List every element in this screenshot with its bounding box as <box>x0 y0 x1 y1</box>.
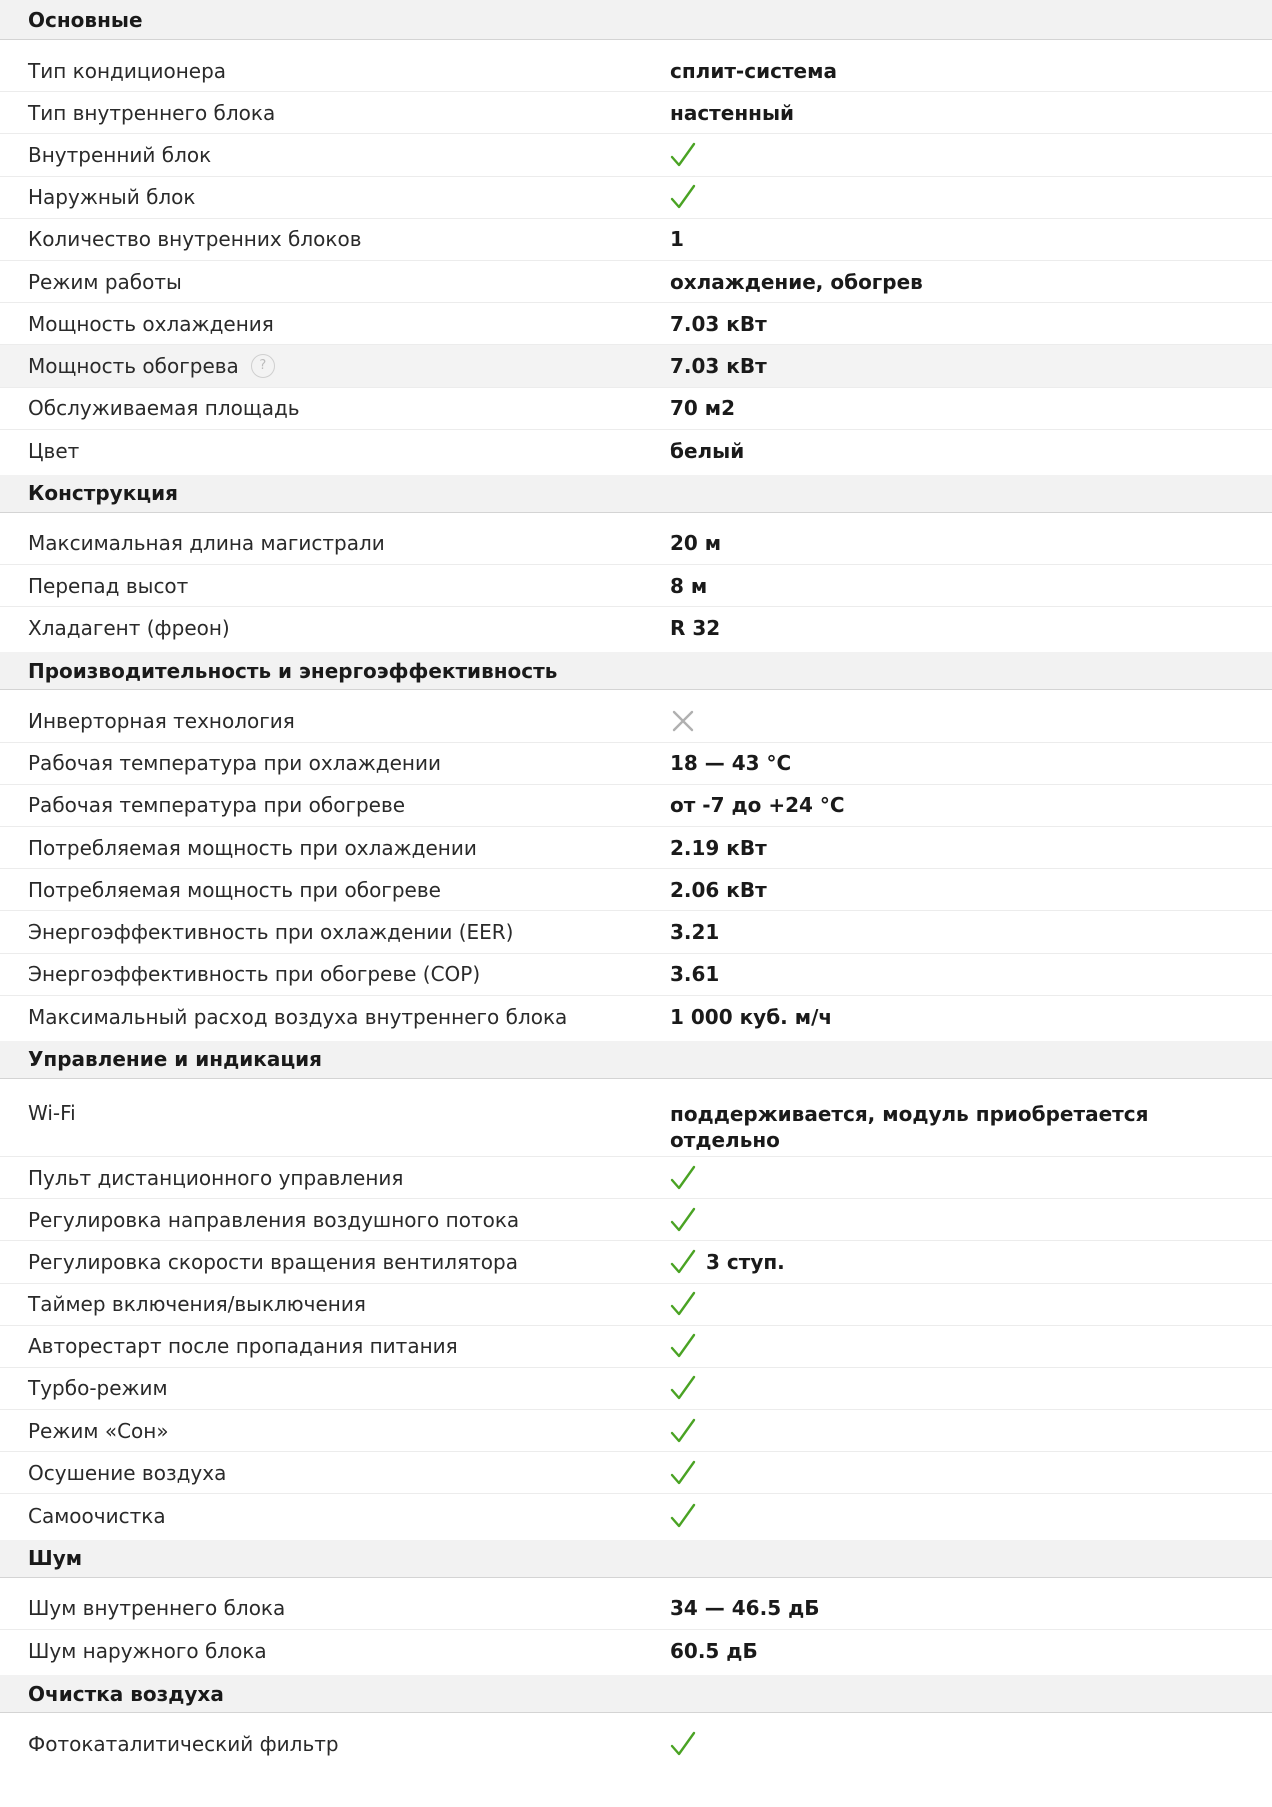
spec-value-cell <box>670 395 1272 421</box>
spec-label-cell <box>0 1334 670 1358</box>
spec-value-cell <box>670 100 1272 126</box>
spec-label-cell <box>0 1101 670 1125</box>
spec-label: Пульт дистанционного управления <box>28 1165 404 1190</box>
spec-label: Обслуживаемая площадь <box>28 396 300 421</box>
spec-value: сплит-система <box>670 58 837 83</box>
spec-label-cell <box>0 574 670 598</box>
spec-rows <box>0 1713 1272 1768</box>
spec-label: Энергоэффективность при обогреве (COP) <box>28 962 481 987</box>
spec-value-cell <box>670 353 1272 379</box>
spec-value-cell <box>670 573 1272 599</box>
spec-label-cell <box>0 1732 670 1756</box>
spec-value: 3.21 <box>670 919 720 944</box>
spec-label-cell <box>0 836 670 860</box>
spec-value: 7.03 кВт <box>670 353 767 378</box>
spec-label-cell <box>0 227 670 251</box>
check-icon <box>670 1332 696 1360</box>
spec-row <box>0 219 1272 261</box>
section-title: Очистка воздуха <box>0 1675 1272 1713</box>
spec-label: Максимальная длина магистрали <box>28 531 385 556</box>
spec-label-cell <box>0 59 670 83</box>
spec-value-cell <box>670 183 1272 211</box>
spec-row <box>0 1630 1272 1672</box>
spec-row <box>0 1326 1272 1368</box>
spec-label-cell <box>0 616 670 640</box>
spec-label-cell <box>0 878 670 902</box>
spec-value-cell <box>670 1417 1272 1445</box>
spec-label: Рабочая температура при охлаждении <box>28 751 441 776</box>
spec-label: Энергоэффективность при охлаждении (EER) <box>28 919 514 944</box>
spec-row <box>0 1494 1272 1536</box>
spec-label-cell <box>0 101 670 125</box>
spec-label-cell <box>0 1596 670 1620</box>
check-icon <box>670 141 696 169</box>
spec-value-cell <box>670 750 1272 776</box>
spec-value: 18 — 43 °C <box>670 751 792 776</box>
spec-label: Регулировка скорости вращения вентилятора <box>28 1249 518 1274</box>
check-icon <box>670 1730 696 1758</box>
spec-value-cell <box>670 1164 1272 1192</box>
spec-label-cell <box>0 1005 670 1029</box>
spec-row <box>0 177 1272 219</box>
spec-row <box>0 1241 1272 1283</box>
spec-value: 7.03 кВт <box>670 311 767 336</box>
spec-row <box>0 261 1272 303</box>
check-icon <box>670 1417 696 1445</box>
spec-value: 2.06 кВт <box>670 877 767 902</box>
spec-label-cell <box>0 1292 670 1316</box>
spec-label: Авторестарт после пропадания питания <box>28 1334 458 1359</box>
spec-value: от -7 до +24 °C <box>670 793 845 818</box>
cross-icon <box>670 707 696 735</box>
spec-label: Шум внутреннего блока <box>28 1596 286 1621</box>
spec-label: Турбо-режим <box>28 1376 168 1401</box>
spec-value: 3.61 <box>670 962 720 987</box>
spec-row <box>0 911 1272 953</box>
spec-row <box>0 1723 1272 1765</box>
spec-label: Wi-Fi <box>28 1100 76 1125</box>
spec-label: Перепад высот <box>28 573 189 598</box>
spec-row <box>0 134 1272 176</box>
spec-label: Режим работы <box>28 269 182 294</box>
spec-value: 1 <box>670 227 684 252</box>
spec-label-cell <box>0 1639 670 1663</box>
spec-row <box>0 430 1272 472</box>
spec-value: охлаждение, обогрев <box>670 269 923 294</box>
spec-label-cell <box>0 1504 670 1528</box>
spec-label: Тип внутреннего блока <box>28 100 276 125</box>
spec-label-cell <box>0 312 670 336</box>
spec-value: 8 м <box>670 573 708 598</box>
spec-value-cell <box>670 1332 1272 1360</box>
spec-value-cell <box>670 1004 1272 1030</box>
spec-label: Мощность обогрева <box>28 353 239 378</box>
spec-row <box>0 1452 1272 1494</box>
spec-label: Фотокаталитический фильтр <box>28 1732 339 1757</box>
spec-value: 1 000 куб. м/ч <box>670 1004 833 1029</box>
spec-value-cell <box>670 1502 1272 1530</box>
spec-rows <box>0 690 1272 1041</box>
spec-row <box>0 1284 1272 1326</box>
spec-value-cell <box>670 1730 1272 1758</box>
spec-row <box>0 1089 1272 1157</box>
spec-row <box>0 1588 1272 1630</box>
section-title: Шум <box>0 1540 1272 1578</box>
check-icon <box>670 183 696 211</box>
spec-label-cell <box>0 396 670 420</box>
section-title: Производительность и энергоэффективность <box>0 652 1272 690</box>
spec-value-cell <box>670 835 1272 861</box>
spec-label: Осушение воздуха <box>28 1460 227 1485</box>
spec-label: Максимальный расход воздуха внутреннего блока <box>28 1004 568 1029</box>
spec-value-cell <box>670 530 1272 556</box>
spec-label: Внутренний блок <box>28 142 212 167</box>
spec-value: 20 м <box>670 531 722 556</box>
spec-label-cell <box>0 1250 670 1274</box>
section-title: Конструкция <box>0 475 1272 513</box>
spec-section <box>0 652 1272 1041</box>
spec-value: настенный <box>670 100 795 125</box>
spec-row <box>0 743 1272 785</box>
check-icon <box>670 1206 696 1234</box>
spec-value-cell <box>670 1638 1272 1664</box>
spec-row <box>0 1410 1272 1452</box>
section-title: Основные <box>0 0 1272 40</box>
spec-value-cell <box>670 961 1272 987</box>
spec-row <box>0 523 1272 565</box>
spec-value-cell <box>670 1206 1272 1234</box>
spec-row <box>0 869 1272 911</box>
spec-value-cell <box>670 1459 1272 1487</box>
spec-row <box>0 345 1272 387</box>
spec-value: 34 — 46.5 дБ <box>670 1596 820 1621</box>
check-icon <box>670 1164 696 1192</box>
spec-label-cell <box>0 1376 670 1400</box>
spec-section <box>0 0 1272 475</box>
spec-row <box>0 996 1272 1038</box>
spec-rows <box>0 1079 1272 1540</box>
spec-label: Потребляемая мощность при охлаждении <box>28 835 477 860</box>
spec-label: Самоочистка <box>28 1503 166 1528</box>
spec-row <box>0 388 1272 430</box>
spec-value-cell <box>670 877 1272 903</box>
spec-row <box>0 1368 1272 1410</box>
spec-label: Инверторная технология <box>28 709 295 734</box>
spec-label-cell <box>0 1166 670 1190</box>
spec-row <box>0 1157 1272 1199</box>
spec-label: Режим «Сон» <box>28 1418 169 1443</box>
spec-section <box>0 475 1272 653</box>
spec-value: 2.19 кВт <box>670 835 767 860</box>
spec-value-cell <box>670 1101 1272 1153</box>
spec-label: Тип кондиционера <box>28 58 227 83</box>
spec-label: Наружный блок <box>28 185 196 210</box>
spec-label-cell <box>0 793 670 817</box>
section-title: Управление и индикация <box>0 1041 1272 1079</box>
spec-label-cell <box>0 531 670 555</box>
spec-label: Регулировка направления воздушного потока <box>28 1207 520 1232</box>
spec-label: Цвет <box>28 438 80 463</box>
spec-label: Таймер включения/выключения <box>28 1292 366 1317</box>
spec-label-cell <box>0 143 670 167</box>
spec-label: Рабочая температура при обогреве <box>28 793 406 818</box>
spec-value-cell <box>670 226 1272 252</box>
spec-label: Хладагент (фреон) <box>28 616 230 641</box>
spec-label-cell <box>0 354 670 378</box>
spec-section <box>0 1540 1272 1675</box>
spec-label-cell <box>0 1419 670 1443</box>
spec-rows <box>0 513 1272 653</box>
spec-rows <box>0 40 1272 475</box>
spec-value-cell <box>670 58 1272 84</box>
check-icon <box>670 1290 696 1318</box>
spec-section <box>0 1675 1272 1768</box>
spec-value: R 32 <box>670 616 721 641</box>
spec-label-cell <box>0 270 670 294</box>
spec-row <box>0 785 1272 827</box>
spec-section <box>0 1041 1272 1540</box>
spec-value-cell <box>670 1248 1272 1276</box>
spec-row <box>0 1199 1272 1241</box>
spec-row <box>0 565 1272 607</box>
spec-row <box>0 92 1272 134</box>
spec-label-cell <box>0 1461 670 1485</box>
spec-value-cell <box>670 141 1272 169</box>
spec-row <box>0 50 1272 92</box>
check-icon <box>670 1248 696 1276</box>
check-icon <box>670 1374 696 1402</box>
spec-label-cell <box>0 185 670 209</box>
spec-value-cell <box>670 1595 1272 1621</box>
spec-value-cell <box>670 919 1272 945</box>
spec-note: 3 ступ. <box>706 1249 785 1274</box>
spec-value: белый <box>670 438 745 463</box>
spec-row <box>0 827 1272 869</box>
spec-label: Шум наружного блока <box>28 1638 267 1663</box>
spec-row <box>0 303 1272 345</box>
spec-rows <box>0 1578 1272 1675</box>
spec-value-cell <box>670 269 1272 295</box>
spec-label-cell <box>0 439 670 463</box>
spec-value-cell <box>670 1374 1272 1402</box>
spec-value: 70 м2 <box>670 396 736 421</box>
spec-value: 60.5 дБ <box>670 1638 758 1663</box>
spec-value-cell <box>670 311 1272 337</box>
spec-label-cell <box>0 920 670 944</box>
spec-label: Потребляемая мощность при обогреве <box>28 877 441 902</box>
spec-row <box>0 954 1272 996</box>
spec-value-cell <box>670 615 1272 641</box>
spec-label-cell <box>0 751 670 775</box>
spec-value: поддерживается, модуль приобретается отдельно <box>670 1101 1149 1152</box>
spec-label: Мощность охлаждения <box>28 311 274 336</box>
spec-value-cell <box>670 707 1272 735</box>
spec-value-cell <box>670 438 1272 464</box>
spec-label-cell <box>0 709 670 733</box>
spec-value-cell <box>670 1290 1272 1318</box>
check-icon <box>670 1459 696 1487</box>
spec-label: Количество внутренних блоков <box>28 227 362 252</box>
spec-row <box>0 700 1272 742</box>
spec-row <box>0 607 1272 649</box>
spec-label-cell <box>0 962 670 986</box>
spec-label-cell <box>0 1208 670 1232</box>
check-icon <box>670 1502 696 1530</box>
spec-value-cell <box>670 792 1272 818</box>
help-icon[interactable]: ? <box>251 354 275 378</box>
